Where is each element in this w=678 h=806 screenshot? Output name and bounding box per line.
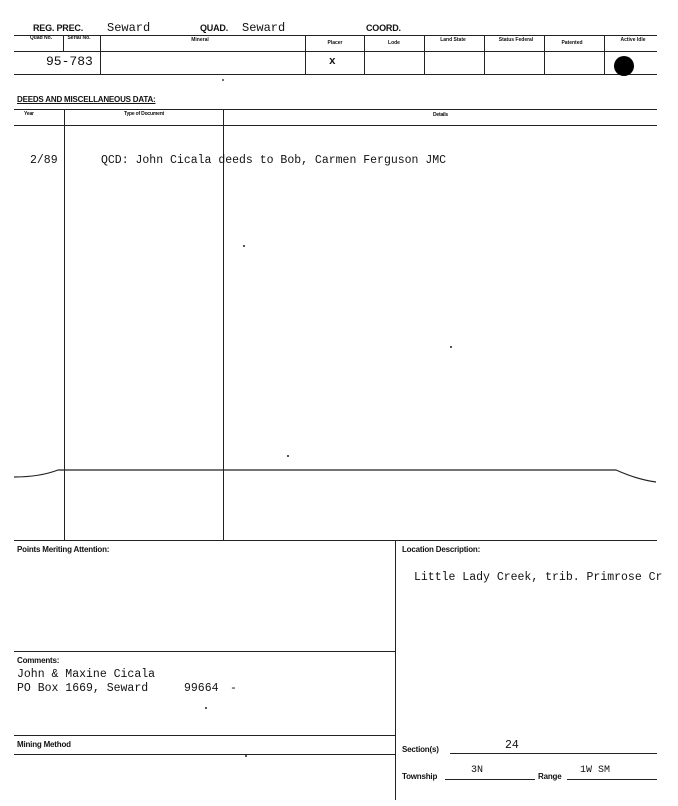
deeds-section-title: DEEDS AND MISCELLANEOUS DATA:	[17, 95, 156, 104]
township-underline	[445, 779, 535, 780]
header-col-rule	[14, 51, 657, 52]
col-divider	[604, 35, 605, 74]
mining-method-bottom-rule	[14, 754, 395, 755]
lower-center-divider	[395, 540, 396, 800]
comments-dash: -	[230, 682, 237, 695]
reg-prec-label: REG. PREC.	[33, 23, 84, 33]
col-divider	[63, 35, 64, 51]
col-status-federal: Status Federal	[498, 37, 534, 43]
col-land-state: Land State	[440, 37, 466, 43]
col-active-idle: Active Idle	[620, 37, 646, 43]
continuation-line	[0, 462, 678, 488]
header-bottom-rule	[14, 74, 657, 75]
col-mineral: Mineral	[191, 37, 209, 43]
deed-entry-text: QCD: John Cicala deeds to Bob, Carmen Ferguson JMC	[101, 154, 447, 167]
range-value: 1W SM	[580, 765, 611, 776]
deeds-col-details: Details	[433, 112, 448, 118]
mining-method-rule	[14, 735, 395, 736]
col-placer: Placer	[327, 40, 343, 46]
points-label: Points Meriting Attention:	[17, 545, 110, 554]
location-value: Little Lady Creek, trib. Primrose Cr	[414, 571, 663, 584]
section-label: Section(s)	[402, 745, 439, 754]
col-divider	[424, 35, 425, 74]
deeds-top-rule	[14, 109, 657, 110]
coord-label: COORD.	[366, 23, 401, 33]
col-divider	[100, 35, 101, 74]
deeds-col-year: Year	[24, 111, 34, 117]
reg-prec-value: Seward	[107, 21, 151, 35]
col-divider	[305, 35, 306, 74]
stray-mark	[245, 755, 247, 757]
location-label: Location Description:	[402, 545, 481, 554]
comments-label: Comments:	[17, 656, 60, 665]
section-value: 24	[505, 739, 519, 752]
mining-method-label: Mining Method	[17, 740, 71, 749]
col-divider	[544, 35, 545, 74]
col-serial-no: Serial No.	[67, 35, 91, 41]
active-idle-dot	[614, 56, 634, 76]
stray-mark	[205, 707, 207, 709]
section-underline	[450, 753, 657, 754]
stray-mark	[450, 346, 452, 348]
quad-label: QUAD.	[200, 23, 228, 33]
stray-mark	[222, 79, 224, 81]
range-underline	[567, 779, 657, 780]
col-patented: Patented	[561, 40, 583, 46]
col-lode: Lode	[388, 40, 400, 46]
comments-line-2: PO Box 1669, Seward	[17, 682, 149, 695]
comments-zip: 99664	[184, 682, 219, 695]
lower-top-rule	[14, 540, 657, 541]
deed-entry-year: 2/89	[30, 154, 58, 167]
deeds-header-rule	[14, 125, 657, 126]
township-label: Township	[402, 772, 438, 781]
stray-mark	[243, 245, 245, 247]
township-value: 3N	[471, 765, 484, 776]
col-quad-no: Quad No.	[29, 35, 53, 41]
stray-mark	[287, 455, 289, 457]
comments-rule	[14, 651, 395, 652]
col-divider	[364, 35, 365, 74]
serial-number: 95-783	[46, 54, 93, 69]
placer-mark: x	[329, 56, 336, 68]
comments-line-1: John & Maxine Cicala	[17, 668, 156, 681]
deeds-col-type: Type of Document	[123, 111, 165, 117]
range-label: Range	[538, 772, 562, 781]
header-top-rule	[14, 35, 657, 36]
quad-value: Seward	[242, 21, 286, 35]
col-divider	[484, 35, 485, 74]
